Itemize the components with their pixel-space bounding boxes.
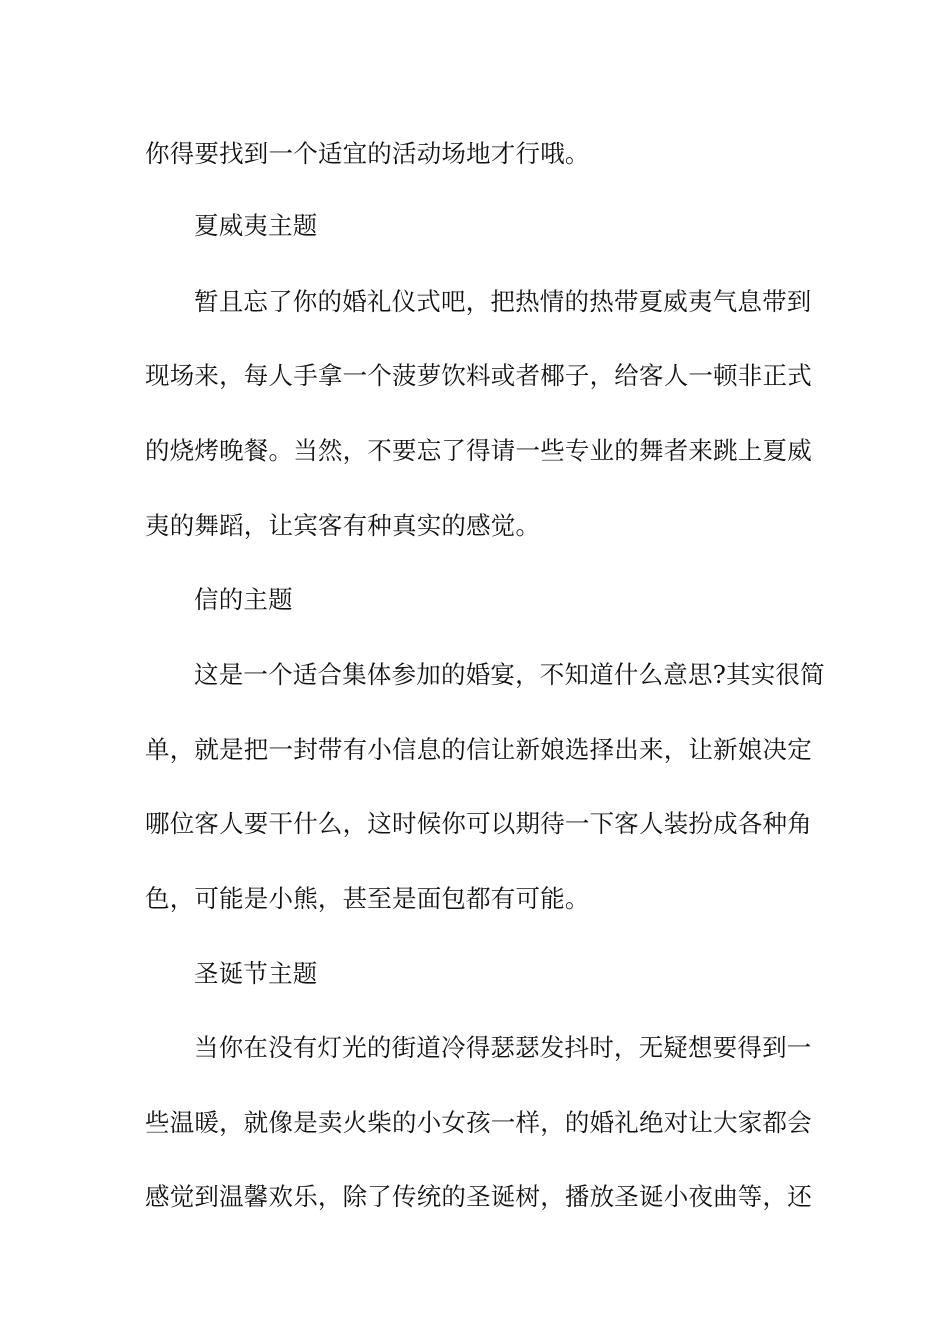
paragraph-line: 单，就是把一封带有小信息的信让新娘选择出来，让新娘决定 [145,735,812,764]
paragraph-line: 感觉到温馨欢乐，除了传统的圣诞树，播放圣诞小夜曲等，还 [145,1182,812,1211]
section-heading-letter: 信的主题 [194,585,293,614]
section-heading-christmas: 圣诞节主题 [194,959,318,988]
paragraph-line: 暂且忘了你的婚礼仪式吧，把热情的热带夏威夷气息带到 [194,287,812,316]
section-heading-hawaii: 夏威夷主题 [194,211,318,240]
paragraph-line: 色，可能是小熊，甚至是面包都有可能。 [145,884,590,913]
paragraph-line: 你得要找到一个适宜的活动场地才行哦。 [145,139,590,168]
paragraph-line: 夷的舞蹈，让宾客有种真实的感觉。 [145,511,541,540]
paragraph-line: 这是一个适合集体参加的婚宴，不知道什么意思?其实很简 [194,660,825,689]
paragraph-line: 哪位客人要干什么，这时候你可以期待一下客人装扮成各种角 [145,809,812,838]
paragraph-line: 当你在没有灯光的街道冷得瑟瑟发抖时，无疑想要得到一 [194,1033,812,1062]
paragraph-line: 现场来，每人手拿一个菠萝饮料或者椰子，给客人一顿非正式 [145,361,812,390]
paragraph-line: 些温暖，就像是卖火柴的小女孩一样，的婚礼绝对让大家都会 [145,1108,812,1137]
paragraph-line: 的烧烤晚餐。当然，不要忘了得请一些专业的舞者来跳上夏威 [145,436,812,465]
